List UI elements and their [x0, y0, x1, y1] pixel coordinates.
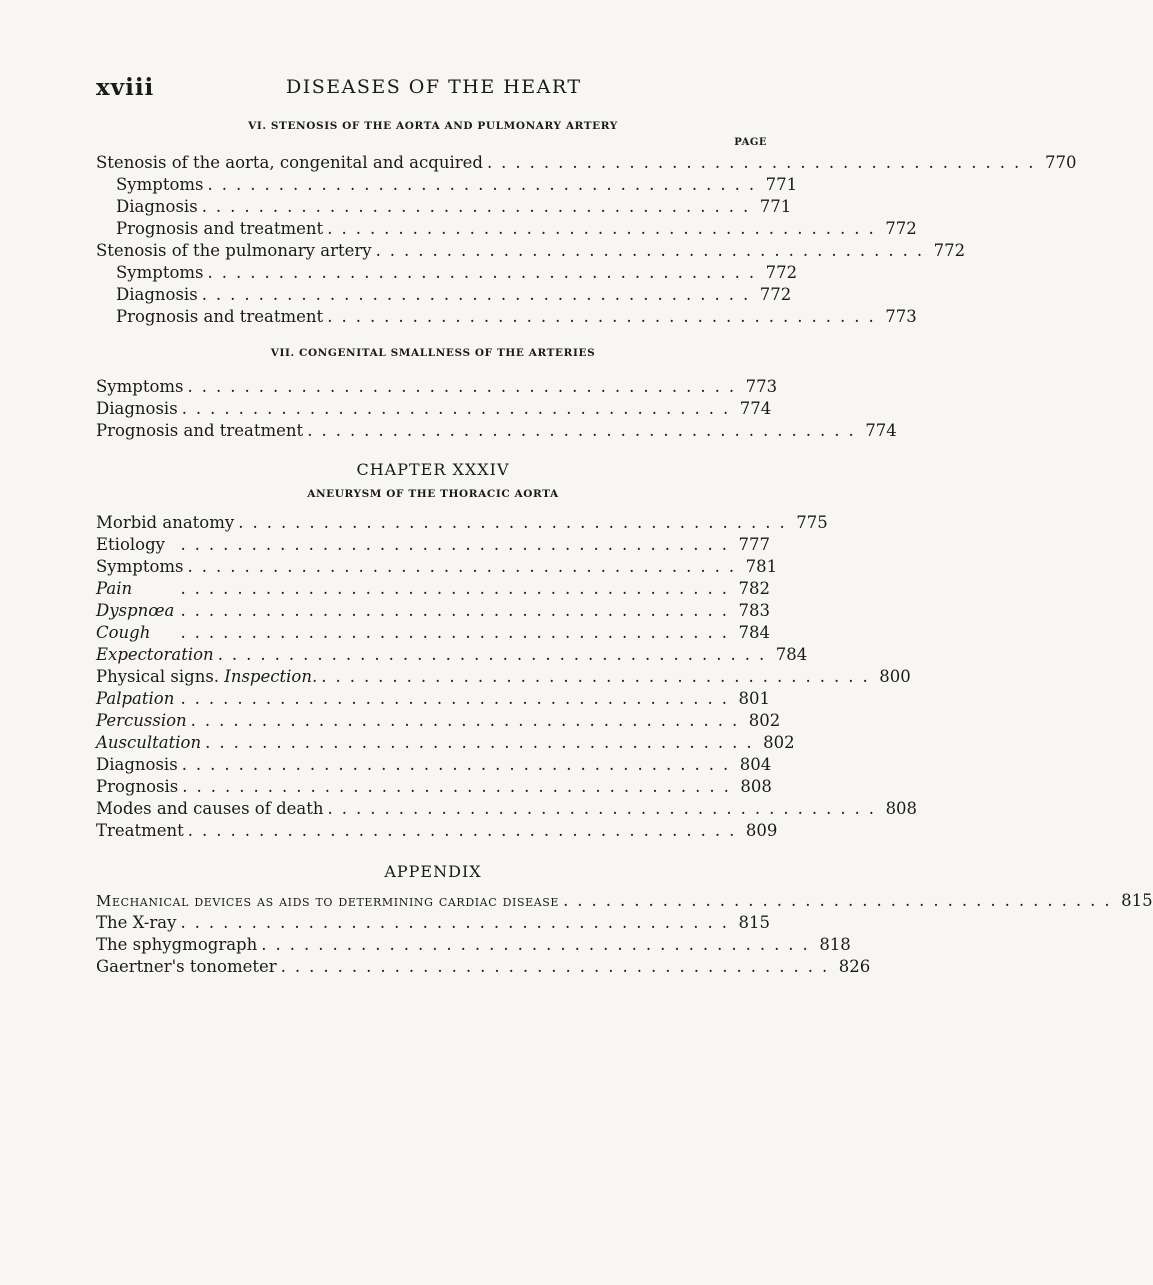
leader-dots: .......................................	[180, 689, 736, 708]
toc-entry	[96, 622, 770, 644]
entry-label: Diagnosis	[116, 285, 198, 304]
leader-dots: .......................................	[375, 241, 932, 260]
toc-entry	[96, 556, 778, 578]
page-column-heading: PAGE	[734, 137, 767, 148]
entry-page: 777	[738, 535, 770, 554]
entry-label: Prognosis and treatment	[96, 421, 304, 440]
running-title: DISEASES OF THE HEART	[286, 76, 582, 98]
toc-entry	[96, 688, 770, 710]
section-heading: VII. CONGENITAL SMALLNESS OF THE ARTERIES	[270, 347, 596, 359]
entry-label: Morbid anatomy	[96, 513, 235, 532]
entry-page: 775	[796, 513, 828, 532]
entry-page: 808	[740, 777, 772, 796]
appendix-title: APPENDIX	[384, 862, 482, 881]
toc-entry	[96, 376, 778, 398]
entry-label	[96, 666, 321, 688]
entry-label: Diagnosis	[96, 399, 178, 418]
toc-entry	[96, 218, 917, 240]
entry-page: 774	[739, 399, 772, 418]
entry-page: 784	[738, 623, 770, 642]
leader-dots: .......................................	[207, 175, 764, 194]
entry-label: Symptoms	[96, 377, 184, 396]
entry-page: 772	[759, 285, 792, 304]
entry-page: 815	[738, 913, 770, 932]
toc-entry	[96, 306, 917, 328]
entry-label-italic: Inspection.	[224, 667, 318, 686]
entry-label: The X-ray	[96, 913, 177, 932]
entry-page: 815	[1121, 891, 1153, 910]
leader-dots: .......................................	[201, 285, 758, 304]
leader-dots: .......................................	[321, 667, 877, 686]
leader-dots: .......................................	[327, 307, 883, 326]
leader-dots: .......................................	[327, 219, 883, 238]
toc-entry	[96, 798, 918, 820]
toc-entry	[96, 710, 781, 732]
entry-label: Prognosis and treatment	[116, 219, 324, 238]
leader-dots: .......................................	[261, 935, 817, 954]
entry-label: Percussion	[96, 711, 187, 730]
entry-label: Modes and causes of death	[96, 799, 324, 818]
toc-entry	[96, 754, 770, 776]
toc-entry	[96, 912, 770, 934]
entry-label: Auscultation	[96, 733, 202, 752]
entry-label: Gaertner's tonometer	[96, 957, 277, 976]
toc-entry	[96, 890, 1153, 912]
section-heading: VI. STENOSIS OF THE AORTA AND PULMONARY ARTERY	[248, 120, 618, 132]
toc-entry	[96, 600, 770, 622]
entry-label: Mechanical devices as aids to determining cardiac disease	[96, 892, 560, 910]
entry-page: 809	[745, 821, 778, 840]
entry-page: 771	[765, 175, 798, 194]
toc-entry	[96, 262, 798, 284]
entry-page: 772	[933, 241, 966, 260]
entry-page: 773	[885, 307, 917, 326]
leader-dots: .......................................	[238, 513, 794, 532]
toc-entry	[96, 420, 897, 442]
leader-dots: .......................................	[201, 197, 758, 216]
page-header	[96, 74, 751, 104]
toc-entry	[96, 578, 770, 600]
leader-dots: .......................................	[180, 601, 736, 620]
entry-label: Pain	[96, 579, 133, 598]
leader-dots: .......................................	[187, 821, 744, 840]
entry-label: Prognosis	[96, 777, 179, 796]
leader-dots: .......................................	[217, 645, 774, 664]
toc-entry	[96, 152, 1077, 174]
entry-page: 783	[738, 601, 770, 620]
leader-dots: .......................................	[563, 891, 1119, 910]
entry-label: The sphygmograph	[96, 935, 258, 954]
section-heading: ANEURYSM OF THE THORACIC AORTA	[307, 488, 559, 500]
toc-entry	[96, 240, 966, 262]
entry-page: 804	[739, 755, 772, 774]
toc-entry	[96, 956, 871, 978]
toc-entry	[96, 820, 778, 842]
toc-entry	[96, 644, 808, 666]
entry-label: Cough	[96, 623, 151, 642]
entry-page: 771	[759, 197, 792, 216]
entry-label: Stenosis of the pulmonary artery	[96, 241, 372, 260]
entry-page: 772	[765, 263, 798, 282]
leader-dots: .......................................	[180, 913, 736, 932]
toc-entry	[96, 512, 828, 534]
toc-entry	[96, 776, 770, 798]
entry-page: 772	[885, 219, 917, 238]
entry-label: Palpation	[96, 689, 175, 708]
entry-page: 784	[775, 645, 808, 664]
entry-label: Dyspnœa	[96, 601, 175, 620]
toc-entry	[96, 284, 792, 306]
entry-label: Prognosis and treatment	[116, 307, 324, 326]
leader-dots: .......................................	[280, 957, 837, 976]
toc-entry	[96, 398, 770, 420]
leader-dots: .......................................	[307, 421, 863, 440]
leader-dots: .......................................	[180, 579, 736, 598]
toc-entry	[96, 666, 911, 688]
entry-page: 802	[748, 711, 781, 730]
leader-dots: .......................................	[327, 799, 884, 818]
toc-entry	[96, 196, 792, 218]
leader-dots: .......................................	[182, 777, 738, 796]
leader-dots: .......................................	[180, 623, 736, 642]
entry-page: 818	[819, 935, 851, 954]
toc-entry	[96, 732, 795, 754]
entry-label: Symptoms	[96, 557, 184, 576]
entry-label: Treatment	[96, 821, 184, 840]
leader-dots: .......................................	[486, 153, 1043, 172]
entry-label: Stenosis of the aorta, congenital and acquired	[96, 153, 483, 172]
entry-label-main: Physical signs.	[96, 667, 220, 686]
leader-dots: .......................................	[181, 755, 738, 774]
leader-dots: .......................................	[180, 535, 736, 554]
entry-page: 802	[763, 733, 795, 752]
entry-page: 800	[879, 667, 911, 686]
entry-page: 782	[738, 579, 770, 598]
entry-label: Expectoration	[96, 645, 214, 664]
toc-entry	[96, 174, 798, 196]
entry-label: Diagnosis	[96, 755, 178, 774]
entry-page: 781	[745, 557, 778, 576]
entry-label: Etiology	[96, 535, 165, 554]
leader-dots: .......................................	[190, 711, 747, 730]
entry-page: 826	[838, 957, 871, 976]
chapter-title: CHAPTER XXXIV	[356, 460, 510, 479]
leader-dots: .......................................	[187, 557, 744, 576]
toc-entry	[96, 534, 770, 556]
entry-label: Symptoms	[116, 263, 204, 282]
entry-page: 774	[865, 421, 897, 440]
entry-page: 808	[885, 799, 918, 818]
page-number: xviii	[96, 74, 155, 101]
entry-label: Diagnosis	[116, 197, 198, 216]
entry-page: 773	[745, 377, 778, 396]
entry-page: 770	[1045, 153, 1077, 172]
toc-entry	[96, 934, 851, 956]
leader-dots: .......................................	[181, 399, 738, 418]
leader-dots: .......................................	[207, 263, 764, 282]
entry-label: Symptoms	[116, 175, 204, 194]
leader-dots: .......................................	[205, 733, 761, 752]
entry-page: 801	[738, 689, 770, 708]
leader-dots: .......................................	[187, 377, 744, 396]
